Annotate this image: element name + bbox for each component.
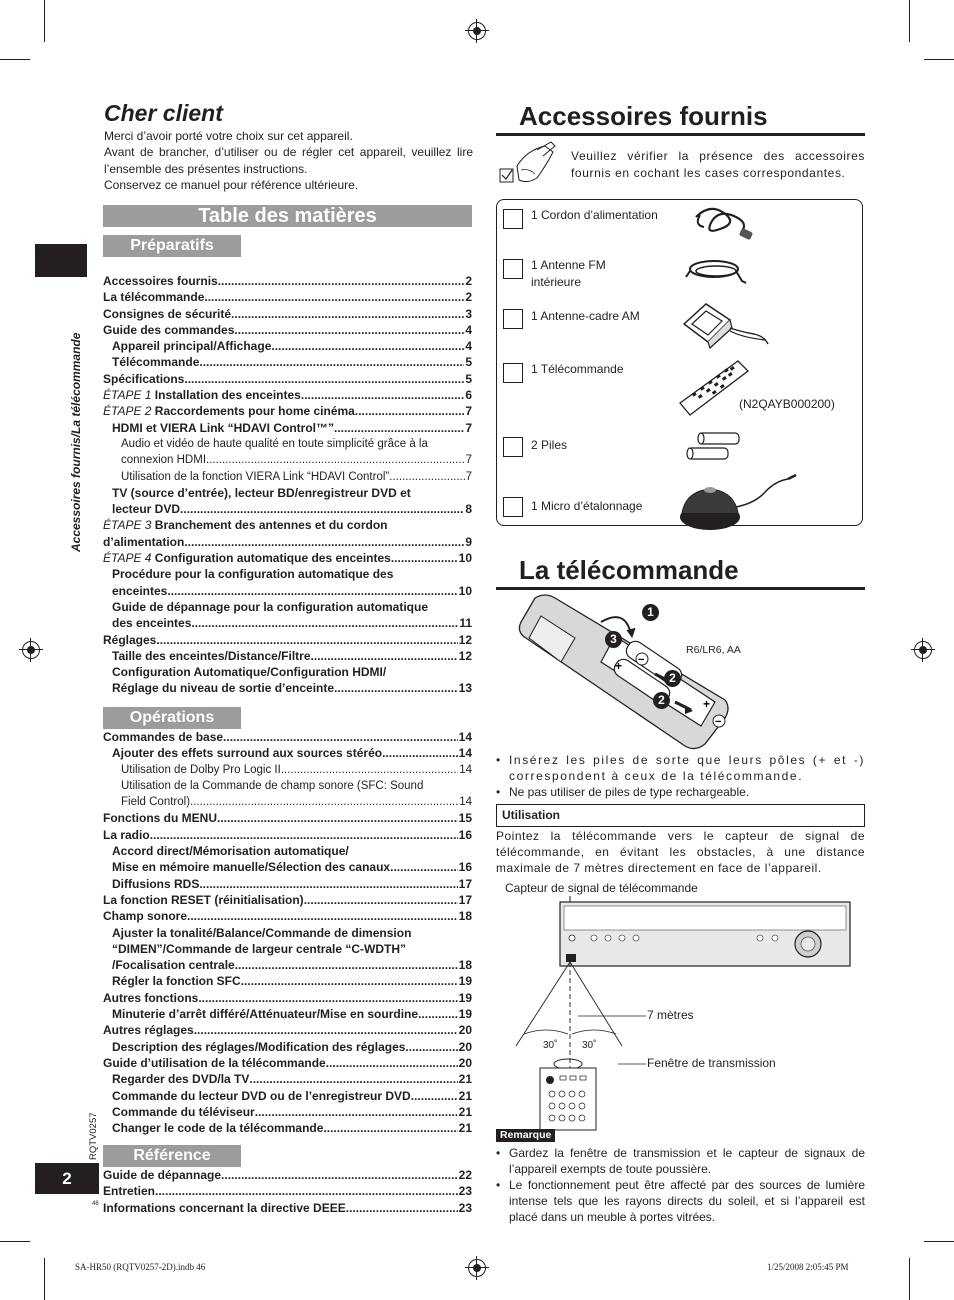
- remarque-note: • Gardez la fenêtre de transmission et le capteur de signaux de l’appareil exempts de toute poussière.: [496, 1145, 865, 1177]
- toc-entry-line: [103, 843, 472, 859]
- crop-mark: [924, 1241, 954, 1242]
- remarque-note: • Le fonctionnement peut être affecté par des sources de lumière intense tels que les rayons directs du soleil, et si l’appareil est placé dans un meuble à portes vitrées.: [496, 1177, 865, 1225]
- toc-entry: [103, 859, 472, 875]
- toc-entry-line: [103, 599, 472, 615]
- toc-entry: [103, 322, 472, 338]
- toc-dot-leader: [355, 403, 464, 419]
- toc-page-number: 3: [465, 306, 472, 321]
- transmission-window-label: Fenêtre de transmission: [647, 1056, 776, 1070]
- toc-entry: [103, 420, 472, 436]
- toc-entry: [103, 1183, 472, 1199]
- toc-dot-leader: [194, 1022, 458, 1038]
- toc-entry: [103, 794, 472, 810]
- toc-entry: [103, 1104, 472, 1120]
- toc-page-number: 17: [458, 876, 472, 891]
- toc-page-number: 20: [458, 1055, 472, 1070]
- step-3-marker: 3: [605, 631, 622, 648]
- toc-dot-leader: [346, 1200, 458, 1216]
- calibration-mic-icon: [676, 469, 802, 535]
- toc-page-number: 21: [458, 1088, 472, 1103]
- toc-dot-leader: [191, 615, 458, 631]
- utilisation-text: Pointez la télécommande vers le capteur de signal de télécommande, en évitant les obstacles, à une distance maximale de 7 mètres directement en face de l’appareil.: [496, 829, 865, 875]
- toc-entry: [103, 1022, 472, 1038]
- toc-entry-title: Commandes de base: [103, 730, 224, 744]
- toc-entry-title: HDMI et VIERA Link “HDAVI Control™”: [112, 420, 334, 435]
- toc-dot-leader: [382, 745, 458, 761]
- registration-mark-icon: [468, 1259, 486, 1277]
- toc-dot-leader: [218, 273, 465, 289]
- toc-entry-title: Description des réglages/Modification des réglages: [112, 1039, 406, 1054]
- toc-dot-leader: [206, 452, 465, 468]
- toc-entry-title: Configuration automatique des enceintes: [151, 551, 391, 566]
- toc-page-number: 7: [465, 404, 472, 419]
- toc-entry: [103, 1039, 472, 1055]
- accessory-label: 2 Piles: [531, 438, 568, 452]
- battery-note: • Insérez les piles de sorte que leurs pôles (+ et -) correspondent à ceux de la télécommande.: [496, 752, 865, 784]
- toc-entry: [103, 876, 472, 892]
- toc-page-number: 19: [458, 974, 472, 989]
- toc-step-label: ÉTAPE 3: [103, 518, 152, 533]
- crop-mark: [924, 59, 954, 60]
- verify-text: Veuillez vérifier la présence des accessoires fournis en cochant les cases correspondantes.: [571, 149, 865, 180]
- toc-page-number: 12: [458, 632, 472, 647]
- registration-mark-icon: [468, 22, 486, 40]
- accessory-checkbox[interactable]: [503, 497, 523, 517]
- toc-entry-title: /Focalisation centrale: [112, 958, 235, 973]
- toc-entry-title: Réglages: [103, 632, 157, 647]
- toc-entry-title: Minuterie d’arrêt différé/Atténuateur/Mise en sourdine: [112, 1007, 419, 1022]
- toc-page-number: 4: [465, 322, 472, 337]
- accessory-label: 1 Micro d’étalonnage: [531, 499, 643, 513]
- toc-page-number: 19: [458, 1007, 472, 1022]
- toc-entry: [103, 990, 472, 1006]
- toc-dot-leader: [235, 957, 458, 973]
- toc-dot-leader: [326, 1055, 458, 1071]
- toc-step-label: ÉTAPE 4: [103, 551, 152, 566]
- toc-entry: [103, 371, 472, 387]
- toc-dot-leader: [241, 973, 458, 989]
- remote-battery-insertion-icon: [515, 592, 730, 752]
- toc-dot-leader: [180, 501, 464, 517]
- distance-label: 7 mètres: [647, 1008, 694, 1022]
- toc-entry-title: lecteur DVD: [112, 502, 181, 517]
- toc-entry: [103, 957, 472, 973]
- toc-dot-leader: [223, 729, 458, 745]
- toc-entry-title: Champ sonore: [103, 909, 188, 924]
- section-label-reference: Référence: [103, 1145, 241, 1167]
- step-1-marker: 1: [642, 604, 659, 621]
- toc-entry-title: Guide d’utilisation de la télécommande: [103, 1055, 326, 1070]
- toc-dot-leader: [199, 354, 464, 370]
- battery-note: • Ne pas utiliser de piles de type rechargeable.: [496, 784, 865, 800]
- toc-entry: [103, 745, 472, 761]
- toc-entry: [103, 1088, 472, 1104]
- toc-entry-title: Utilisation de la Commande de champ sonore (SFC: Sound: [121, 779, 424, 792]
- toc-entry-title: Utilisation de la fonction VIERA Link “HDAVI Control”: [121, 470, 390, 483]
- toc-entry: [103, 762, 472, 778]
- toc-page-number: 14: [459, 763, 472, 776]
- toc-page-number: 15: [458, 811, 472, 826]
- angle-left-label: 30˚: [543, 1040, 558, 1051]
- toc-page-number: 14: [459, 796, 472, 809]
- toc-preparatifs: [103, 273, 472, 697]
- toc-entry-title: Spécifications: [103, 371, 185, 386]
- toc-entry: [103, 354, 472, 370]
- accessory-label: 1 Antenne FM intérieure: [531, 258, 606, 289]
- toc-entry: [103, 615, 472, 631]
- toc-entry-title: Changer le code de la télécommande: [112, 1121, 324, 1136]
- intro-line: Merci d’avoir porté votre choix sur cet appareil.: [104, 129, 353, 143]
- toc-entry-title: Commande du téléviseur: [112, 1104, 255, 1119]
- cher-client-title: Cher client: [104, 100, 223, 126]
- toc-entry-line: [103, 485, 472, 501]
- toc-entry-title: Commande du lecteur DVD ou de l’enregistreur DVD: [112, 1088, 411, 1103]
- toc-page-number: 16: [458, 860, 472, 875]
- toc-entry: [103, 827, 472, 843]
- toc-entry-title: Taille des enceintes/Distance/Filtre: [112, 648, 311, 663]
- toc-dot-leader: [167, 583, 457, 599]
- side-section-label: Accessoires fournis/La télécommande: [69, 332, 83, 552]
- toc-entry-line: [103, 517, 472, 533]
- toc-dot-leader: [390, 859, 458, 875]
- accessory-checkbox[interactable]: [503, 309, 523, 329]
- toc-entry: [103, 1167, 472, 1183]
- toc-entry: [103, 403, 472, 419]
- svg-text:+: +: [615, 659, 623, 673]
- batteries-icon: [683, 430, 745, 466]
- toc-dot-leader: [271, 338, 464, 354]
- telecommande-title: La télécommande: [519, 555, 739, 585]
- toc-entry-title: Mise en mémoire manuelle/Sélection des canaux: [112, 860, 391, 875]
- toc-entry-title: “DIMEN”/Commande de largeur centrale “C-WDTH”: [112, 941, 407, 956]
- toc-page-number: 21: [458, 1104, 472, 1119]
- toc-entry: [103, 1071, 472, 1087]
- toc-page-number: 12: [458, 648, 472, 663]
- svg-text:−: −: [715, 716, 722, 728]
- toc-page-number: 6: [465, 388, 472, 403]
- toc-page-number: 18: [458, 909, 472, 924]
- crop-mark: [44, 0, 45, 42]
- toc-entry: [103, 452, 472, 468]
- accessory-label: 1 Cordon d’alimentation: [531, 208, 658, 222]
- toc-page-number: 18: [458, 958, 472, 973]
- toc-entry: [103, 501, 472, 517]
- svg-text:−: −: [638, 654, 645, 666]
- toc-dot-leader: [255, 1104, 458, 1120]
- toc-page-number: 5: [465, 355, 472, 370]
- toc-dot-leader: [221, 1167, 458, 1183]
- toc-dot-leader: [217, 810, 458, 826]
- toc-entry-title: Accessoires fournis: [103, 274, 218, 288]
- toc-dot-leader: [391, 550, 458, 566]
- toc-dot-leader: [334, 680, 458, 696]
- toc-entry: [103, 973, 472, 989]
- footer-date: 1/25/2008 2:05:45 PM: [767, 1262, 849, 1272]
- toc-reference: [103, 1167, 472, 1216]
- toc-entry: [103, 338, 472, 354]
- toc-entry-title: Field Control): [121, 796, 191, 809]
- toc-entry: [103, 1200, 472, 1216]
- toc-page-number: 23: [458, 1184, 472, 1199]
- toc-dot-leader: [150, 827, 458, 843]
- toc-dot-leader: [198, 990, 457, 1006]
- toc-page-number: 14: [458, 746, 472, 761]
- accessory-label: 1 Télécommande: [531, 362, 624, 376]
- crop-mark: [0, 1241, 30, 1242]
- toc-page-number: 11: [459, 616, 472, 631]
- intro-text: [104, 128, 473, 193]
- toc-entry: [103, 273, 472, 289]
- toc-page-number: 8: [465, 502, 472, 517]
- toc-operations: [103, 729, 472, 1136]
- toc-entry: [103, 289, 472, 305]
- toc-dot-leader: [304, 892, 458, 908]
- toc-step-label: ÉTAPE 2: [103, 404, 152, 419]
- crop-mark: [0, 59, 30, 60]
- section-label-operations: Opérations: [103, 707, 241, 729]
- toc-entry-title: Guide de dépannage: [103, 1168, 222, 1182]
- toc-entry-title: Ajuster la tonalité/Balance/Commande de dimension: [112, 925, 412, 940]
- sensor-label: Capteur de signal de télécommande: [505, 881, 698, 895]
- toc-page-number: 2: [465, 274, 472, 288]
- registration-mark-icon: [914, 641, 932, 659]
- toc-page-number: 4: [465, 339, 472, 354]
- toc-entry-title: Installation des enceintes: [151, 388, 301, 403]
- toc-dot-leader: [418, 1006, 458, 1022]
- am-loop-antenna-icon: [680, 298, 772, 350]
- toc-entry-title: Configuration Automatique/Configuration HDMI/: [112, 665, 387, 680]
- toc-entry-title: Autres réglages: [103, 1023, 194, 1038]
- toc-entry-title: Audio et vidéo de haute qualité en toute simplicité grâce à la: [121, 437, 428, 450]
- toc-page-number: 20: [458, 1023, 472, 1038]
- toc-entry-title: La télécommande: [103, 290, 205, 305]
- toc-entry-line: [103, 436, 472, 452]
- toc-page-number: 7: [465, 454, 472, 467]
- toc-entry: [103, 534, 472, 550]
- toc-entry-title: Autres fonctions: [103, 990, 199, 1005]
- small-page-number: 46: [92, 1201, 99, 1207]
- toc-dot-leader: [389, 469, 464, 485]
- power-cord-icon: [690, 199, 760, 245]
- toc-page-number: 21: [458, 1121, 472, 1136]
- toc-entry-title: Télécommande: [112, 355, 200, 370]
- step-2-marker: 2: [653, 692, 670, 709]
- title-rule: [496, 133, 865, 136]
- crop-mark: [909, 0, 910, 42]
- toc-entry: [103, 583, 472, 599]
- toc-dot-leader: [190, 794, 458, 810]
- toc-entry-title: Branchement des antennes et du cordon: [151, 518, 388, 533]
- toc-page-number: 13: [458, 681, 472, 696]
- toc-entry-line: [103, 664, 472, 680]
- toc-entry-title: Fonctions du MENU: [103, 811, 217, 826]
- page-number: 2: [35, 1163, 99, 1194]
- toc-page-number: 21: [458, 1072, 472, 1087]
- toc-dot-leader: [334, 420, 464, 436]
- toc-entry-title: Guide des commandes: [103, 322, 235, 337]
- toc-dot-leader: [231, 306, 464, 322]
- toc-page-number: 10: [458, 583, 472, 598]
- title-rule: [496, 587, 865, 590]
- toc-entry-title: des enceintes: [112, 616, 192, 631]
- fm-antenna-icon: [684, 251, 748, 291]
- toc-dot-leader: [249, 1071, 457, 1087]
- accessoires-title: Accessoires fournis: [519, 101, 768, 131]
- toc-entry: [103, 680, 472, 696]
- toc-entry-title: Regarder des DVD/la TV: [112, 1072, 250, 1087]
- battery-notes: [496, 752, 865, 800]
- toc-dot-leader: [411, 1088, 458, 1104]
- toc-entry-title: Accord direct/Mémorisation automatique/: [112, 844, 349, 859]
- toc-entry: [103, 810, 472, 826]
- toc-dot-leader: [204, 289, 464, 305]
- crop-mark: [909, 1258, 910, 1300]
- toc-entry-line: [103, 566, 472, 582]
- toc-dot-leader: [184, 534, 464, 550]
- remarque-label: Remarque: [496, 1129, 555, 1142]
- toc-entry-title: Diffusions RDS: [112, 876, 200, 891]
- svg-text:+: +: [703, 697, 711, 711]
- toc-dot-leader: [156, 632, 457, 648]
- toc-entry: [103, 387, 472, 403]
- toc-title: Table des matières: [103, 205, 472, 227]
- remote-model-number: (N2QAYB000200): [739, 397, 835, 411]
- pen-checkbox-icon: [497, 140, 559, 190]
- toc-entry: [103, 632, 472, 648]
- battery-type-label: R6/LR6, AA: [686, 644, 741, 656]
- toc-dot-leader: [301, 387, 464, 403]
- toc-dot-leader: [323, 1120, 457, 1136]
- accessory-label: 1 Antenne-cadre AM: [531, 309, 640, 323]
- toc-entry-title: Informations concernant la directive DEEE: [103, 1200, 346, 1215]
- toc-page-number: 2: [465, 290, 472, 305]
- toc-dot-leader: [234, 322, 464, 338]
- toc-dot-leader: [405, 1039, 457, 1055]
- toc-entry-title: Utilisation de Dolby Pro Logic II: [121, 763, 281, 776]
- registration-mark-icon: [22, 641, 40, 659]
- toc-page-number: 14: [458, 730, 472, 744]
- step-2-marker: 2: [664, 670, 681, 687]
- accessory-checkbox[interactable]: [503, 259, 523, 279]
- toc-entry: [103, 1120, 472, 1136]
- doc-code: RQTV0257: [88, 1112, 99, 1160]
- toc-page-number: 7: [465, 420, 472, 435]
- toc-entry: [103, 469, 472, 485]
- toc-entry-title: d’alimentation: [103, 534, 185, 549]
- toc-page-number: 10: [458, 551, 472, 566]
- toc-entry: [103, 306, 472, 322]
- toc-entry: [103, 1055, 472, 1071]
- toc-entry-title: Consignes de sécurité: [103, 306, 232, 321]
- toc-entry-title: Appareil principal/Affichage: [112, 339, 272, 354]
- toc-entry-title: enceintes: [112, 583, 168, 598]
- section-label-preparatifs: Préparatifs: [103, 235, 241, 257]
- toc-entry-title: Réglage du niveau de sortie d’enceinte: [112, 681, 335, 696]
- toc-page-number: 17: [458, 892, 472, 907]
- toc-page-number: 20: [458, 1039, 472, 1054]
- toc-dot-leader: [155, 1183, 458, 1199]
- toc-entry: [103, 892, 472, 908]
- crop-mark: [44, 1258, 45, 1300]
- toc-entry: [103, 908, 472, 924]
- toc-entry-line: [103, 778, 472, 794]
- toc-entry-title: Régler la fonction SFC: [112, 974, 241, 989]
- toc-page-number: 16: [458, 827, 472, 842]
- toc-page-number: 19: [458, 990, 472, 1005]
- utilisation-heading: Utilisation: [496, 804, 865, 827]
- toc-page-number: 23: [458, 1200, 472, 1215]
- toc-entry: [103, 729, 472, 745]
- toc-entry-title: La radio: [103, 827, 150, 842]
- toc-entry-line: [103, 941, 472, 957]
- toc-step-label: ÉTAPE 1: [103, 388, 152, 403]
- toc-entry-title: Guide de dépannage pour la configuration automatique: [112, 599, 429, 614]
- accessory-checkbox[interactable]: [503, 209, 523, 229]
- toc-dot-leader: [281, 762, 458, 778]
- toc-entry-title: TV (source d’entrée), lecteur BD/enregistreur DVD et: [112, 485, 411, 500]
- toc-page-number: 7: [465, 470, 472, 483]
- accessory-checkbox[interactable]: [503, 437, 523, 457]
- toc-entry-title: Entretien: [103, 1184, 156, 1199]
- remarque-notes: [496, 1145, 865, 1225]
- toc-entry-title: Ajouter des effets surround aux sources stéréo: [112, 746, 383, 761]
- remote-control-icon: [678, 357, 750, 419]
- toc-dot-leader: [199, 876, 457, 892]
- toc-entry-title: Procédure pour la configuration automatique des: [112, 567, 394, 582]
- side-tab-marker: [35, 244, 87, 277]
- toc-dot-leader: [311, 648, 458, 664]
- intro-line: Avant de brancher, d’utiliser ou de régler cet appareil, veuillez lire l’ensemble des présentes instructions.: [104, 145, 473, 176]
- toc-dot-leader: [184, 371, 464, 387]
- accessory-checkbox[interactable]: [503, 363, 523, 383]
- toc-entry: [103, 1006, 472, 1022]
- toc-entry-title: La fonction RESET (réinitialisation): [103, 892, 304, 907]
- toc-entry: [103, 550, 472, 566]
- toc-entry-line: [103, 925, 472, 941]
- toc-entry-title: Raccordements pour home cinéma: [151, 404, 355, 419]
- toc-entry: [103, 648, 472, 664]
- footer-file: SA-HR50 (RQTV0257-2D).indb 46: [75, 1262, 206, 1272]
- toc-entry-title: connexion HDMI: [121, 454, 207, 467]
- toc-page-number: 5: [465, 371, 472, 386]
- toc-page-number: 9: [465, 534, 472, 549]
- intro-line: Conservez ce manuel pour référence ultérieure.: [104, 177, 359, 192]
- toc-page-number: 22: [458, 1168, 472, 1182]
- angle-right-label: 30˚: [582, 1040, 597, 1051]
- toc-dot-leader: [187, 908, 458, 924]
